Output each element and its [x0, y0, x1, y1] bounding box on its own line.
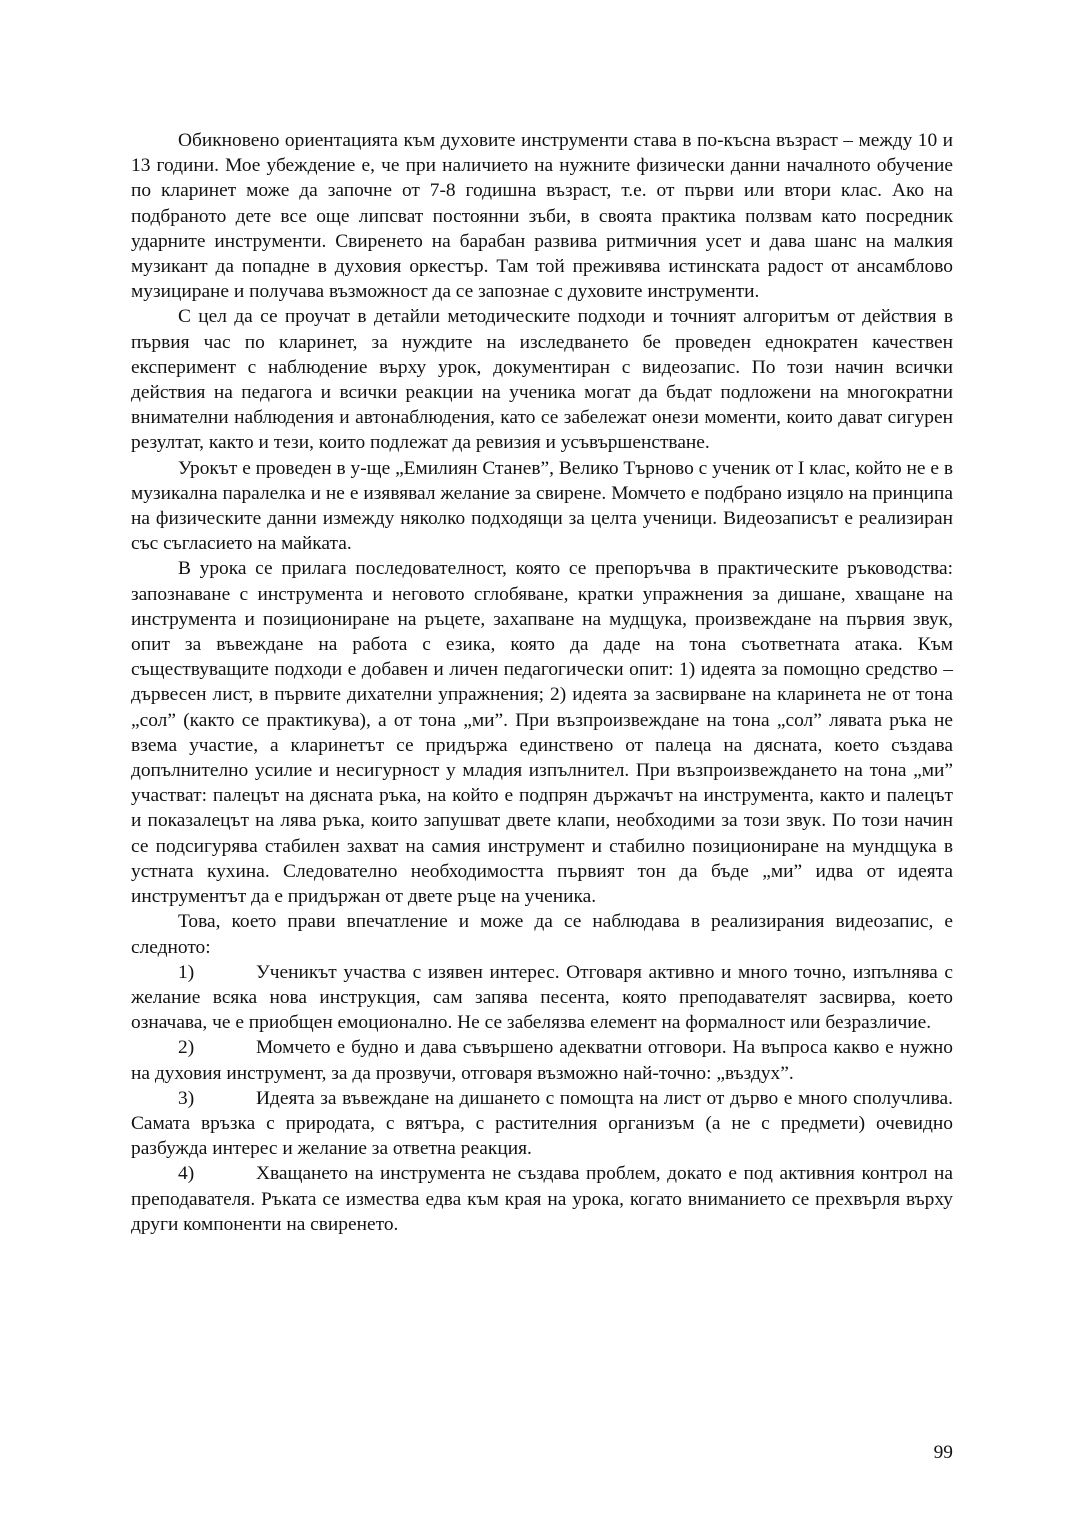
- list-item-text: Идеята за въвеждане на дишането с помощта на лист от дърво е много сполучлива. Самата връзка с природата, с вятъра, с растителния организъм (а не с предмети) очевидно разбужда интерес и желание за ответна реакция.: [131, 1087, 953, 1160]
- paragraph: Обикновено ориентацията към духовите инструменти става в по-късна възраст – между 10 и 13 години. Мое убеждение е, че при наличието на нужните физически данни началното обучение по кларинет може да започне от 7-8 годишна възраст, т.е. от първи или втори клас. Ако на подбраното дете все още липсват постоянни зъби, в своята практика ползвам като посредник ударните инструменти. Свиренето на барабан развива ритмичния усет и дава шанс на малкия музикант да попадне в духовия оркестър. Там той преживява истинската радост от ансамблово музициране и получава възможност да се запознае с духовите инструменти.: [131, 130, 953, 303]
- list-item-number: 3): [178, 1087, 195, 1109]
- body-text: [131, 128, 953, 1237]
- list-item-text: Ученикът участва с изявен интерес. Отговаря активно и много точно, изпълнява с желание всяка нова инструкция, сам запява песента, която преподавателят засвирва, което означава, че е приобщен емоционално. Не се забелязва елемент на формалност или безразличие.: [131, 961, 953, 1034]
- page-number: 99: [933, 1442, 953, 1463]
- paragraph: Урокът е проведен в у-ще „Емилиян Станев”, Велико Търново с ученик от I клас, който не е в музикална паралелка и не е изявявал желание за свирене. Момчето е подбрано изцяло на принципа на физическите данни измежду няколко подходящи за целта ученици. Видеозаписът е реализиран със съгласието на майката.: [131, 457, 953, 555]
- list-item: [131, 1035, 953, 1085]
- list-item: [131, 960, 953, 1036]
- list-item: [131, 1086, 953, 1162]
- paragraph: С цел да се проучат в детайли методическите подходи и точният алгоритъм от действия в първия час по кларинет, за нуждите на изследването бе проведен еднократен качествен експеримент с наблюдение върху урок, документиран с видеозапис. По този начин всички действия на педагога и всички реакции на ученика могат да бъдат подложени на многократни внимателни наблюдения и автонаблюдения, като се забележат онези моменти, които дават сигурен резултат, както и тези, които подлежат да ревизия и усъвършенстване.: [131, 306, 953, 454]
- paragraph: Това, което прави впечатление и може да се наблюдава в реализирания видеозапис, е следното:: [131, 911, 953, 958]
- list-item-text: Момчето е будно и дава съвършено адекватни отговори. На въпроса какво е нужно на духовия инструмент, за да прозвучи, отговаря възможно най-точно: „въздух”.: [131, 1037, 953, 1084]
- list-item-number: 1): [178, 961, 195, 983]
- list-item: [131, 1161, 953, 1237]
- paragraph: В урока се прилага последователност, която се препоръчва в практическите ръководства: запознаване с инструмента и неговото сглобяване, кратки упражнения за дишане, хващане на инструмента и позициониране на ръцете, захапване на мудщука, произвеждане на първия звук, опит за въвеждане на работа с езика, която да даде на тона съответната атака. Към съществуващите подходи е добавен и личен педагогически опит: 1) идеята за помощно средство – дървесен лист, в първите дихателни упражнения; 2) идеята за засвирване на кларинета не от тона „сол” (както се практикува), а от тона „ми”. При възпроизвеждане на тона „сол” лявата ръка не взема участие, а кларинетът се придържа единствено от палеца на дясната, което създава допълнително усилие и несигурност у младия изпълнител. При възпроизвеждането на тона „ми” участват: палецът на дясната ръка, на който е подпрян държачът на инструмента, както и палецът и показалецът на лява ръка, които запушват двете клапи, необходими за този звук. По този начин се подсигурява стабилен захват на самия инструмент и стабилно позициониране на мундщука в устната кухина. Следователно необходимостта първият тон да бъде „ми” идва от идеята инструментът да е придържан от двете ръце на ученика.: [131, 558, 953, 908]
- list-item-text: Хващането на инструмента не създава проблем, докато е под активния контрол на преподавателя. Ръката се измества едва към края на урока, когато вниманието се прехвърля върху други компоненти на свиренето.: [131, 1163, 953, 1235]
- list-item-number: 4): [178, 1163, 195, 1185]
- list-item-number: 2): [178, 1037, 195, 1059]
